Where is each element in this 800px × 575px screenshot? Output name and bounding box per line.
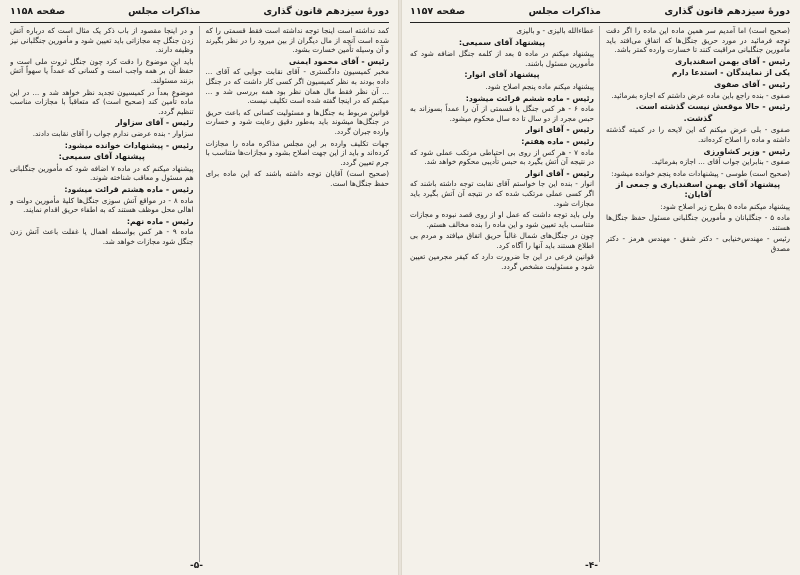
right-page-header [410,6,790,23]
passed-note: گذشت. [683,113,713,123]
left-header-page: صفحه ۱۱۵۸ [10,6,66,17]
left-header-title: مذاکرات مجلس [128,6,201,17]
paragraph: (صحیح است) اما آمدیم سر همین ماده این ماده را اگر دقت توجه فرمائید در مورد حریق جنگل‌ها که اتفاق می‌افتد باید مأمورین جنگلبانی مراقبت کنند تا خسارت وارده کمتر باشد. [606,26,790,55]
paragraph: ماده ۹ - هر کس بواسطه اهمال یا غفلت باعث آتش زدن جنگل شود مجازات خواهد شد. [10,227,194,246]
paragraph: کمد نداشته است اینجا توجه نداشته است فقط قسمتی را که شده است آنچه از مال دیگران از بین میرود را در نظر بگیرند و آن وسیله تأمین خسارت بشود. [205,26,389,55]
paragraph: ولی باید توجه داشت که عمل او از روی قصد نبوده و مجازات متناسب باید تعیین شود و این ماده را بنده مخالف هستم. [410,210,594,229]
paragraph: چون در جنگل‌های شمال غالباً حریق اتفاق میافتد و مردم بی اطلاع هستند باید آنها را آگاه کرد. [410,231,594,250]
paragraph: (صحیح است) آقایان توجه داشته باشند که این ماده برای حفظ جنگل‌ها است. [205,169,389,188]
paragraph: صفوی - بنده راجع باین ماده عرض داشتم که اجازه بفرمائید. [611,90,790,100]
right-page-columns [410,26,790,562]
paragraph: مخبر کمیسیون دادگستری - آقای نقابت جوابی که آقای ... داده بودند به نظر کمیسیون اگر کسی کار داشت که در جنگل ... آن نظر فقط مال همان نظر بود همه بررسی شد و ... میکنم که در اینجا گفته شده است تکلیف نیست. [205,67,389,106]
paragraph: سزاوار - بنده عرضی ندارم جواب را آقای نقابت دادند. [32,128,194,138]
left-page-columns [10,26,389,562]
right-page-right-column [606,26,790,562]
right-page [400,0,800,575]
speaker-line: یکی از نمایندگان - استدعا دارم [671,68,790,78]
paragraph: رئیس - مهندس‌خنیابی - دکتر شفق - مهندس هرمز - دکتر مصدق [606,234,790,253]
paragraph: صفوی - بلی عرض میکنم که این لایحه را در کمیته گذشته داشته و ماده را اصلاح کرده‌اند. [606,125,790,144]
left-page-header [10,6,389,23]
speaker-line: رئیس - آقای بهمن اسفندیاری [674,56,790,66]
paragraph: و در اینجا مقصود از باب ذکر یک مثال است که درباره آتش زدن جنگل چه مجازاتی باید تعیین شود و مأمورین جنگلبانی نیز وظیفه دارند. [10,26,194,55]
paragraph: قوانین مربوط به جنگل‌ها و مسئولیت کسانی که باعث حریق در جنگل‌ها میشوند باید به‌طور دقیق رعایت شود و خسارت وارده جبران گردد. [205,107,389,136]
paragraph: پیشنهاد میکنم ماده پنجم اصلاح شود. [485,81,594,91]
paragraph: صفوی - بنابراین جواب آقای ... اجازه بفرمائید. [651,157,790,167]
speaker-line: رئیس - آقای صفوی [713,79,790,89]
speaker-line: رئیس - ماده نهم: [126,216,194,226]
paragraph: پیشنهاد میکنم در ماده ۵ بعد از کلمه جنگل اضافه شود که مأمورین مسئول باشند. [410,49,594,68]
right-page-left-column [410,26,600,562]
paragraph: انوار - بنده این جا خواستم آقای نقابت توجه داشته باشند که اگر کسی عملی مرتکب شده که در نتیجه آن آتش بگیرد باید مجازات شود. [410,179,594,208]
speaker-line: رئیس - آقای انوار [525,125,594,135]
proposal-title: پیشنهاد آقای سمیعی: [458,37,546,47]
left-page-left-column [10,26,200,562]
paragraph: (صحیح است) طوسی - پیشنهادات ماده پنجم خوانده میشود: [611,168,790,178]
left-header-session: دورهٔ سیزدهم قانون گذاری [263,6,389,17]
right-header-page: صفحه ۱۱۵۷ [410,6,466,17]
speaker-line: رئیس - ماده هفتم: [521,136,594,146]
left-page-number: -۵- [190,561,203,571]
speaker-line: رئیس - ماده ششم قرائت میشود: [465,93,594,103]
paragraph: جهات تکلیف وارده بر این مجلس مذاکره ماده را مجازات کرده‌اند و باید از این جهت اصلاح بشود و مجازات‌ها متناسب با جرم تعیین گردد. [205,138,389,167]
right-page-number: -۴- [585,561,598,571]
speaker-line: رئیس - آقای سزاوار [115,118,194,128]
speaker-line: رئیس - آقای انوار [525,168,594,178]
paragraph: ماده ۵ - جنگلبانان و مأمورین جنگلبانی مسئول حفظ جنگل‌ها هستند. [606,213,790,232]
right-header-session: دورهٔ سیزدهم قانون گذاری [664,6,790,17]
paragraph: پیشنهاد میکنم که در ماده ۷ اضافه شود که مأمورین جنگلبانی هم مسئول و معاقب شناخته شوند. [10,163,194,183]
paragraph: موضوع بعداً در کمیسیون تجدید نظر خواهد شد و ... در این ماده تأمین کند (صحیح است) که متعاقباً با مجازات مناسب تنظیم گردد. [10,87,194,116]
speaker-line: رئیس - پیشنهادات خوانده میشود: [64,140,194,150]
paragraph: ماده ۶ - هر کس جنگل یا قسمتی از آن را عمداً بسوزاند به حبس مجرد از دو سال تا ده سال محکوم میشود. [410,104,595,123]
paragraph: پیشنهاد میکنم ماده ۵ بطرح زیر اصلاح شود: [660,201,790,211]
proposal-title: پیشنهاد آقای بهمن اسفندیاری و جمعی از آقایان: [615,180,781,199]
proposal-title: پیشنهاد آقای سمیعی: [58,152,145,162]
speaker-line: رئیس - وزیر کشاورزی [703,146,790,156]
paragraph: ماده ۷ - هر کس از روی بی احتیاطی مرتکب عملی شود که در نتیجه آن آتش بگیرد به حبس تأدیبی محکوم خواهد شد. [410,147,595,167]
paragraph: عطاءالله بالیزی - و بالیزی [516,26,594,35]
right-header-title: مذاکرات مجلس [528,6,601,17]
paragraph: ماده ۸ - در مواقع آتش سوزی جنگل‌ها کلیهٔ مأمورین دولت و اهالی محل موظف هستند که به اطفاء حریق اقدام نمایند. [10,195,194,215]
left-page-right-column [206,26,390,562]
paragraph: باید این موضوع را دقت کرد چون جنگل ثروت ملی است و حفظ آن بر همه واجب است و کسانی که عمداً یا سهواً آتش بزنند مسئولند. [10,56,194,85]
speaker-line: رئیس - آقای محمود ایمنی [288,56,389,66]
proposal-title: پیشنهاد آقای انوار: [464,70,540,80]
speaker-line: رئیس - حالا موقعش نیست گذشته است. [635,102,790,112]
speaker-line: رئیس - ماده هشتم قرائت میشود: [64,184,194,194]
paragraph: قوانین فرعی در این جا ضرورت دارد که کیفر مجرمین تعیین شود و مسئولیت مشخص گردد. [410,252,594,272]
